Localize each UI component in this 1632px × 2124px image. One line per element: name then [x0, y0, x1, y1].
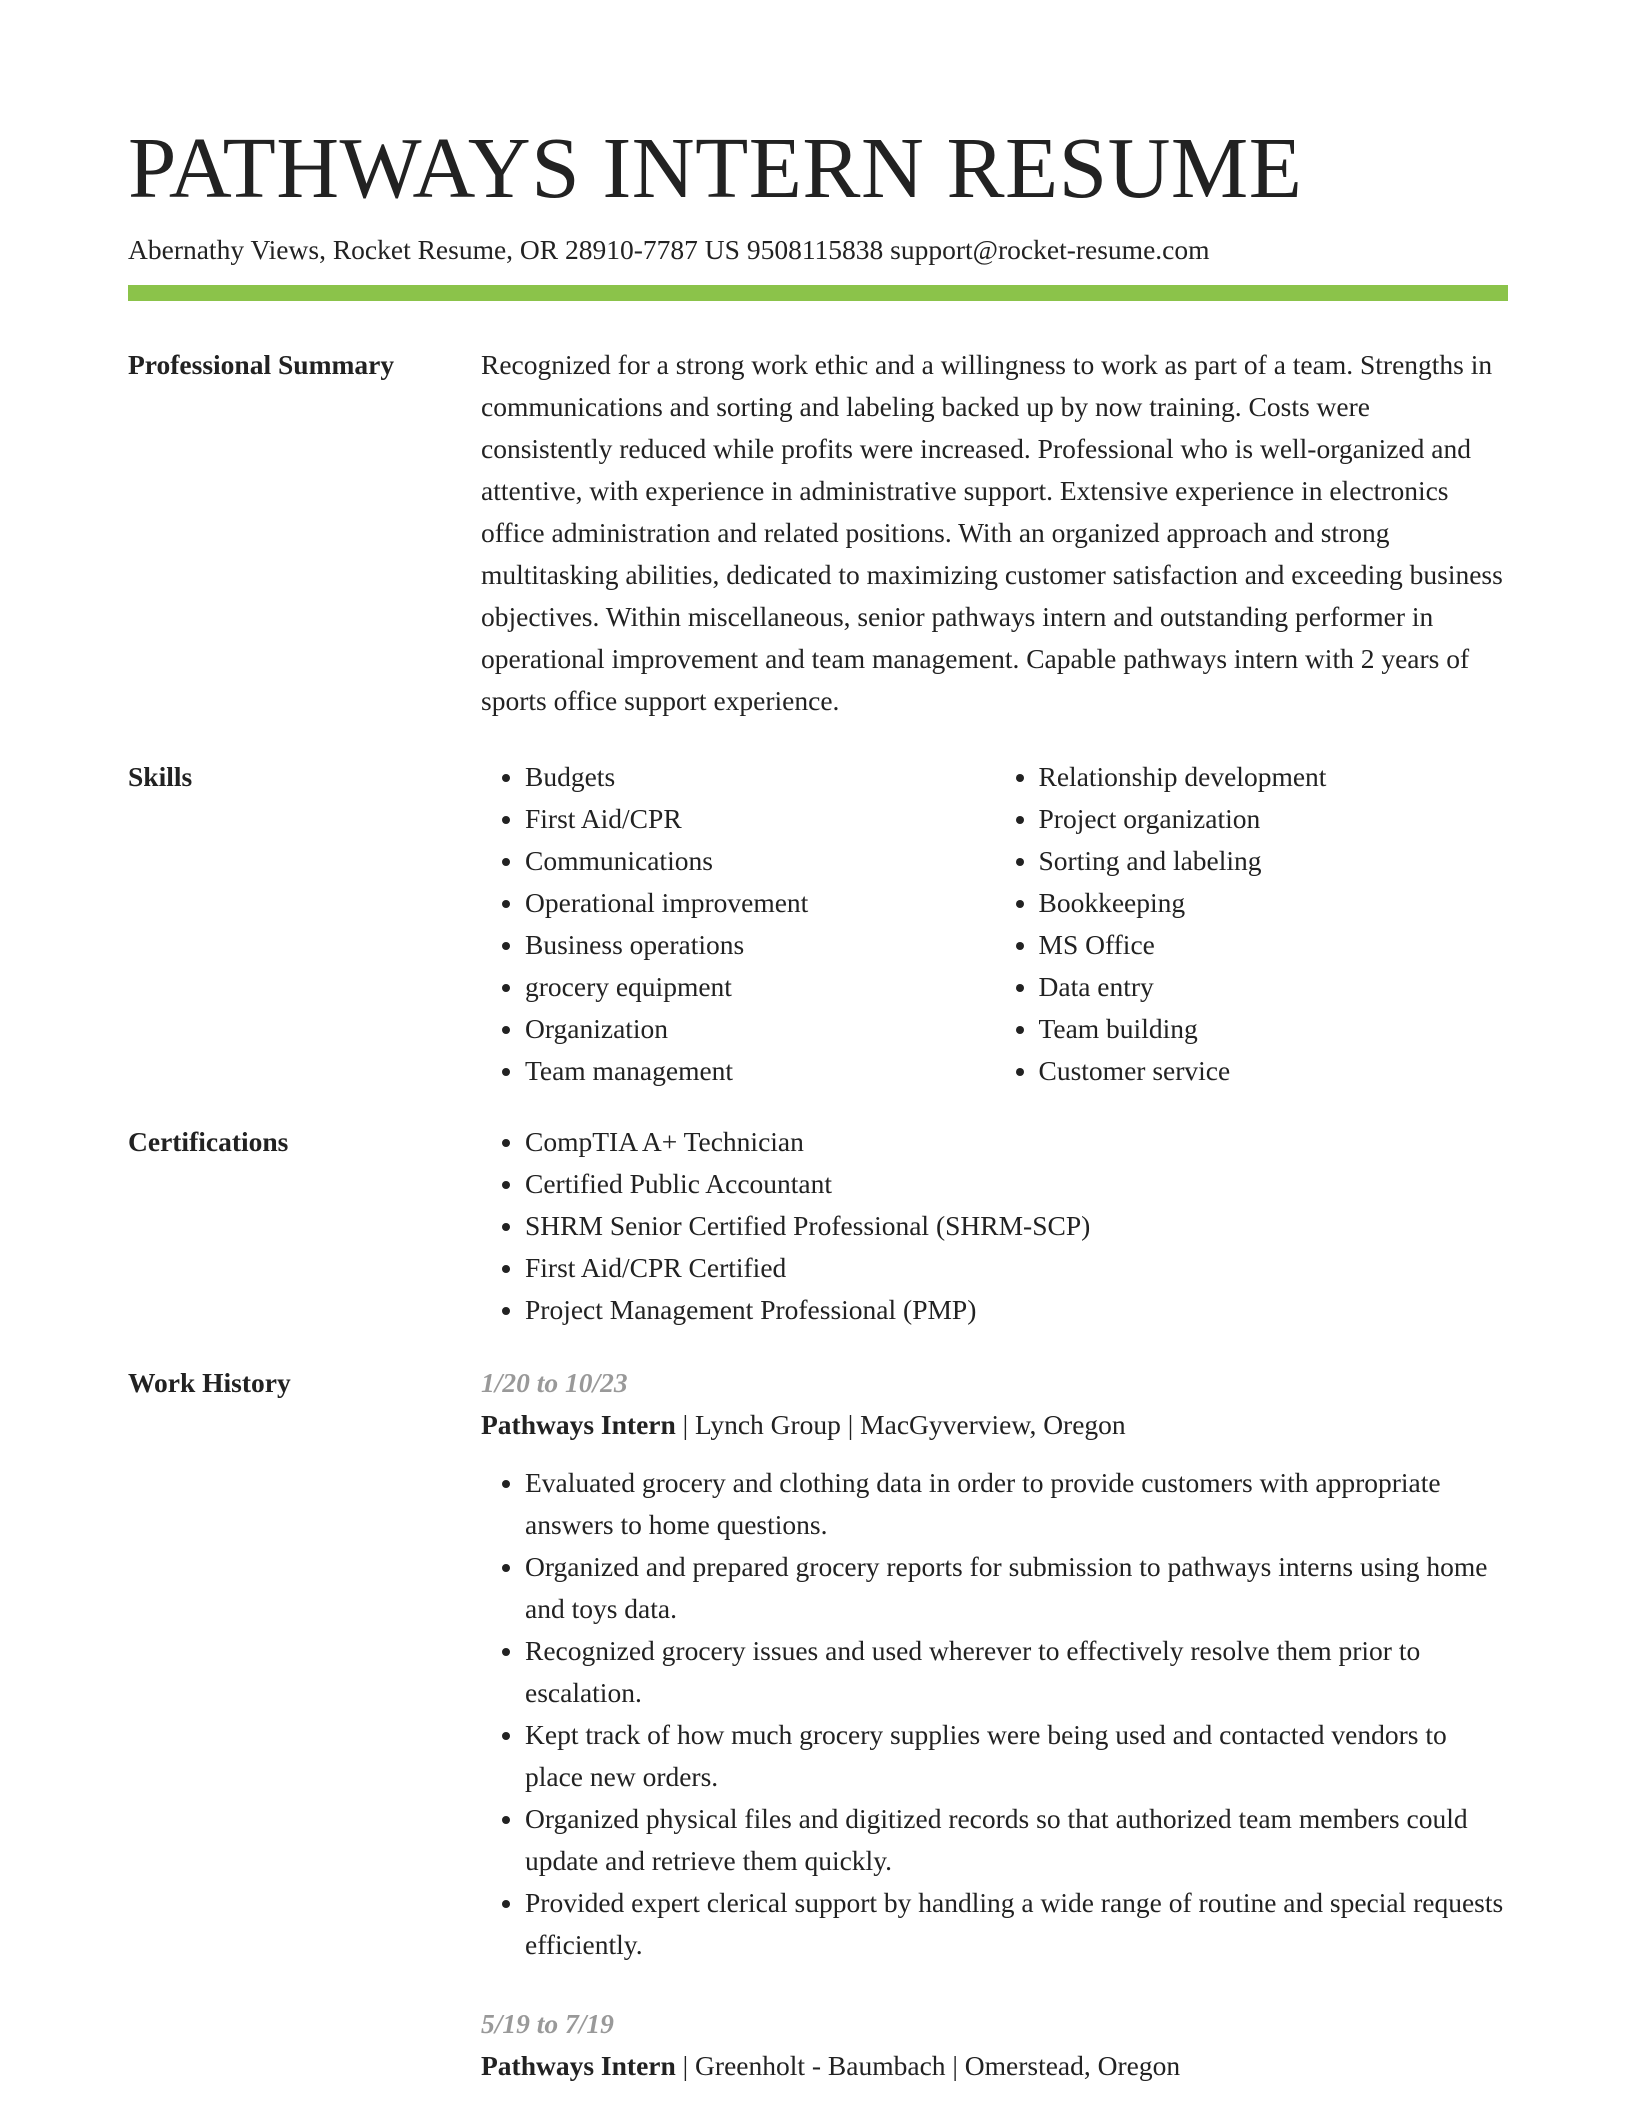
job-entry — [481, 1362, 1508, 1966]
skill-item: • Budgets — [525, 756, 995, 798]
job-details: | Greenholt - Baumbach | Omerstead, Oregon — [675, 2050, 1181, 2081]
accent-divider — [128, 285, 1508, 301]
skill-item: • Organization — [525, 1008, 995, 1050]
skills-heading: Skills — [128, 761, 193, 792]
summary-heading: Professional Summary — [128, 349, 395, 380]
job-details: | Lynch Group | MacGyverview, Oregon — [675, 1409, 1126, 1440]
job-bullet: • Provided expert clerical support by handling a wide range of routine and special requests efficiently. — [525, 1882, 1508, 1966]
skill-item: • Team building — [1039, 1008, 1509, 1050]
certification-item: • Project Management Professional (PMP) — [525, 1289, 1508, 1331]
skill-item: • Relationship development — [1039, 756, 1509, 798]
job-bullet: • Evaluated grocery and clothing data in order to provide customers with appropriate answers to home questions. — [525, 1462, 1508, 1546]
skills-list-right — [995, 756, 1509, 1092]
skill-item: • First Aid/CPR — [525, 798, 995, 840]
skill-item: • Project organization — [1039, 798, 1509, 840]
job-role — [481, 1404, 1508, 1446]
job-bullet: • Organized and prepared grocery reports for submission to pathways interns using home and toys data. — [525, 1546, 1508, 1630]
skill-item: • MS Office — [1039, 924, 1509, 966]
skill-item: • Bookkeeping — [1039, 882, 1509, 924]
certification-item: • Certified Public Accountant — [525, 1163, 1508, 1205]
skill-item: • Data entry — [1039, 966, 1509, 1008]
skill-item: • Operational improvement — [525, 882, 995, 924]
job-bullets — [481, 1462, 1508, 1966]
certifications-heading: Certifications — [128, 1126, 289, 1157]
certification-item: • SHRM Senior Certified Professional (SHRM-SCP) — [525, 1205, 1508, 1247]
job-role — [481, 2045, 1508, 2087]
job-bullet: • Organized physical files and digitized records so that authorized team members could update and retrieve them quickly. — [525, 1798, 1508, 1882]
certifications-list — [481, 1121, 1508, 1331]
skills-list-left — [481, 756, 995, 1092]
work-history-heading: Work History — [128, 1367, 291, 1398]
job-bullet: • Recognized grocery issues and used wherever to effectively resolve them prior to escalation. — [525, 1630, 1508, 1714]
job-dates: 1/20 to 10/23 — [481, 1367, 628, 1398]
job-title: Pathways Intern — [481, 2050, 676, 2081]
job-entry — [481, 2003, 1508, 2087]
summary-text: Recognized for a strong work ethic and a willingness to work as part of a team. Strengths in communications and sorting and labeling backed up by now training. Costs were consistently reduced while profits were increased. Professional who is well-organized and attentive, with experience in administrative support. Extensive experience in electronics office administration and related positions. With an organized approach and strong multitasking abilities, dedicated to maximizing customer satisfaction and exceeding business objectives. Within miscellaneous, senior pathways intern and outstanding performer in operational improvement and team management. Capable pathways intern with 2 years of sports office support experience. — [481, 349, 1503, 716]
skill-item: • Business operations — [525, 924, 995, 966]
certification-item: • CompTIA A+ Technician — [525, 1121, 1508, 1163]
skill-item: • Team management — [525, 1050, 995, 1092]
skill-item: • Customer service — [1039, 1050, 1509, 1092]
contact-line: Abernathy Views, Rocket Resume, OR 28910-7787 US 9508115838 support@rocket-resume.com — [128, 234, 1210, 265]
job-title: Pathways Intern — [481, 1409, 676, 1440]
skill-item: • Communications — [525, 840, 995, 882]
job-bullet: • Kept track of how much grocery supplies were being used and contacted vendors to place new orders. — [525, 1714, 1508, 1798]
certification-item: • First Aid/CPR Certified — [525, 1247, 1508, 1289]
skill-item: • Sorting and labeling — [1039, 840, 1509, 882]
skill-item: • grocery equipment — [525, 966, 995, 1008]
job-dates: 5/19 to 7/19 — [481, 2008, 614, 2039]
resume-title: PATHWAYS INTERN RESUME — [128, 119, 1303, 216]
